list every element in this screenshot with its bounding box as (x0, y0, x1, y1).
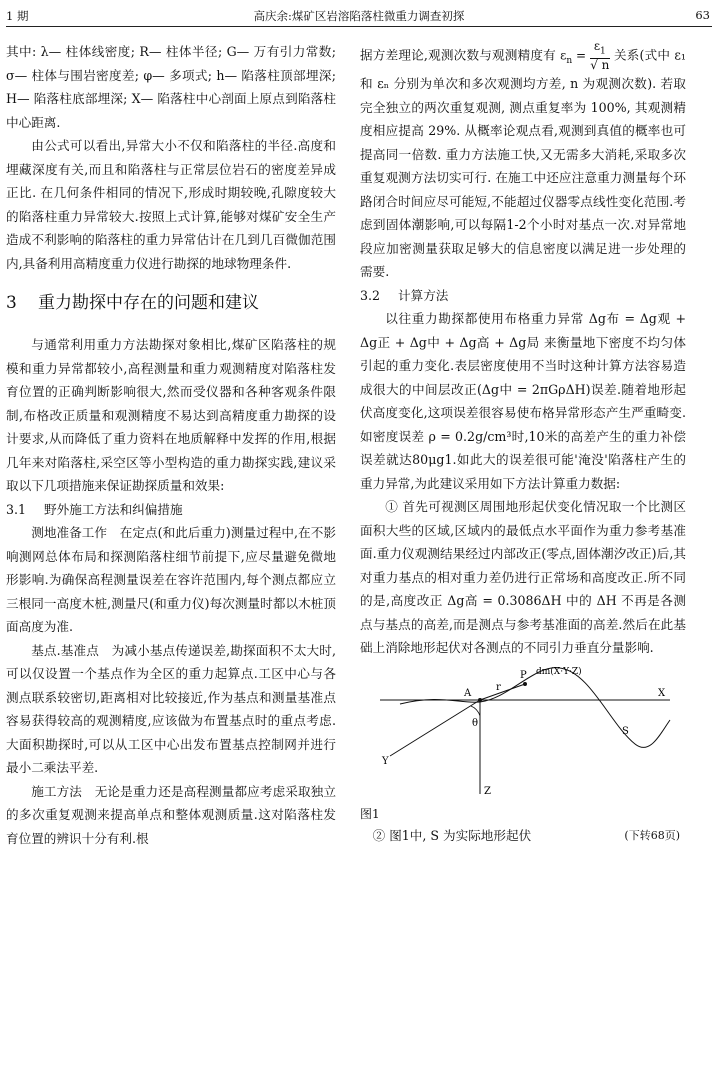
theta-arc (471, 706, 480, 716)
running-title: 高庆余:煤矿区岩溶陷落柱微重力调查初探 (253, 9, 465, 23)
label-s: S (622, 725, 629, 737)
point-a (478, 698, 482, 702)
subsection-3-1-number: 3.1 (6, 501, 27, 517)
label-x: X (658, 687, 666, 699)
continued-note: (下转68页) (624, 828, 680, 842)
label-p: P (520, 669, 527, 681)
variance-text-a: 据方差理论,观测次数与观测精度有 (360, 47, 556, 63)
paragraph-bouguer: 以往重力勘探都使用布格重力异常 Δg布 = Δg观 + Δg正 + Δg中 + Δg高 + Δg局 来衡量地下密度不均匀体引起的重力变化.表层密度使用不当时这种计算方法容易造成很大的中间层改正(Δg中 = 2πGρΔH)误差.随着地形起伏高度变化,这项误差很容易使布格异常形态产生严重畸变.如密度误差 ρ = 0.2g/cm³时,10米的高差产生的重力补偿误差就达80μg1.如此大的误差很可能'淹没'陷落柱产生的重力异常,为此建议采用如下方法计算重力数据: (360, 311, 686, 491)
subsection-3-1-title: 野外施工方法和纠偏措施 (44, 501, 183, 517)
paragraph-anomaly-analysis: 由公式可以看出,异常大小不仅和陷落柱的半径.高度和埋藏深度有关,而且和陷落柱与正常层位岩石的密度差异成正比. 在几何条件相同的情况下,形成时期较晚,孔隙度较大的陷落柱重力异常较大.按照上式计算,能够对煤矿安全生产造成不利影响的陷落柱的重力异常估计在几到几百微伽范围内,具备利用高精度重力仪进行勘探的地球物理条件. (6, 138, 336, 271)
symbol-definitions: 其中: λ— 柱体线密度; R— 柱体半径; G— 万有引力常数; σ— 柱体与围岩密度差; φ— 多项式; h— 陷落柱顶部埋深; H— 陷落柱底部埋深; X— 陷落柱中心剖面上原点到陷落柱中心距离. (6, 44, 336, 130)
paragraph-variance-theory (360, 40, 686, 284)
point-p (523, 682, 527, 686)
left-column (6, 40, 336, 850)
variance-text-b: 关系(式中 ε₁ 和 εₙ 分别为单次和多次观测均方差, n 为观测次数). 若取完全独立的两次重复观测, 测点重复率为 100%, 其观测精度相应提高 29%. 从概率论观点看,观测到真值的概率也可提高同一倍数. 重力方法施工快,又无需多大消耗,采取多次重复观测方法切实可行. 在施工中还应注意重力测量每个环路闭合时间应尽可能短,不能超过仪器零点线性变化范围.考虑到固体潮影响,可以每隔1-2个小时对基点一次.对异常地段应加密测量获取足够大的信息密度以满足进一步处理的需要. (360, 47, 686, 280)
label-z: Z (484, 785, 491, 797)
right-column (360, 40, 686, 847)
paragraph-field-method: 施工方法 无论是重力还是高程测量都应考虑采取独立的多次重复观测来提高单点和整体观测质量.这对陷落柱发育位置的辨识十分有利.根 (6, 783, 336, 846)
radius-line (480, 681, 525, 700)
terrain-diagram (360, 664, 680, 804)
precision-formula: $\varepsilon_n$ = $\frac{\varepsilon_1}{√ n}$ (560, 39, 610, 73)
label-a: A (464, 687, 472, 699)
page-number: 63 (695, 8, 710, 22)
section-3-number: 3 (6, 293, 17, 313)
subsection-3-2-heading (360, 284, 686, 308)
paragraph-base-points: 基点.基准点 为减小基点传递误差,勘探面积不太大时,可以仅设置一个基点作为全区的重力起算点.工区中心与各测点联系较密切,距离相对比较接近,作为基点和测量基准点容易获得较高的观测精度,应该做为布置基点时的重点考虑.大面积勘探时,可以从工区中心出发布置基点控制网并进行最小二乘法平差. (6, 642, 336, 775)
terrain-curve (400, 668, 670, 748)
figure-1 (360, 664, 680, 804)
subsection-3-1-heading (6, 498, 336, 522)
page-issue: 1 期 (6, 9, 29, 23)
figure-caption: 图1 (360, 806, 380, 821)
label-r: r (496, 681, 501, 693)
label-y: Y (382, 755, 389, 767)
section-3-title: 重力勘探中存在的问题和建议 (38, 293, 259, 313)
last-line (360, 824, 686, 848)
paragraph-step-2: ② 图1中, S 为实际地形起伏 (372, 827, 532, 843)
y-axis-line (390, 700, 480, 756)
paragraph-problems: 与通常利用重力方法勘探对象相比,煤矿区陷落柱的规模和重力异常都较小,高程测量和重力观测精度对陷落柱发育位置的正确判断影响很大,然而受仪器和各种客观条件限制,布格改正质量和观测精度不易达到高精度重力勘探的设计要求,从而降低了重力资料在地质解释中发挥的作用,根据几年来对陷落柱,采空区等小型构造的重力勘探实践,建议采取以下几项措施来保证勘探质量和效果: (6, 337, 336, 493)
label-theta: θ (472, 717, 479, 729)
page-header (6, 6, 712, 27)
subsection-3-2-number: 3.2 (360, 287, 381, 303)
subsection-3-2-title: 计算方法 (398, 287, 449, 303)
label-dm: dm(X·Y·Z) (536, 666, 582, 677)
section-3-heading (6, 289, 336, 317)
paragraph-survey-prep: 测地准备工作 在定点(和此后重力)测量过程中,在不影响测网总体布局和探测陷落柱细节前提下,应尽量避免微地形影响.为确保高程测量误差在容许范围内,每个测点都应立三根同一高度木桩,测量尺(和重力仪)每次测量时都以木桩顶面高度为准. (6, 525, 336, 634)
paragraph-step-1: ① 首先可视测区周围地形起伏变化情况取一个比测区面积大些的区域,区域内的最低点水平面作为重力参考基准面.重力仪观测结果经过内部改正(零点,固体潮汐改正)后,其对重力基点的相对重力差仍进行正常场和高度改正.所不同的是,高度改正 Δg高 = 0.3086ΔH 中的 ΔH 不再是各测点与基点的高差,而是测点与参考基准面的高差.然后在此基础上消除地形起伏对各测点的不同引力垂直分量影响. (360, 499, 686, 656)
